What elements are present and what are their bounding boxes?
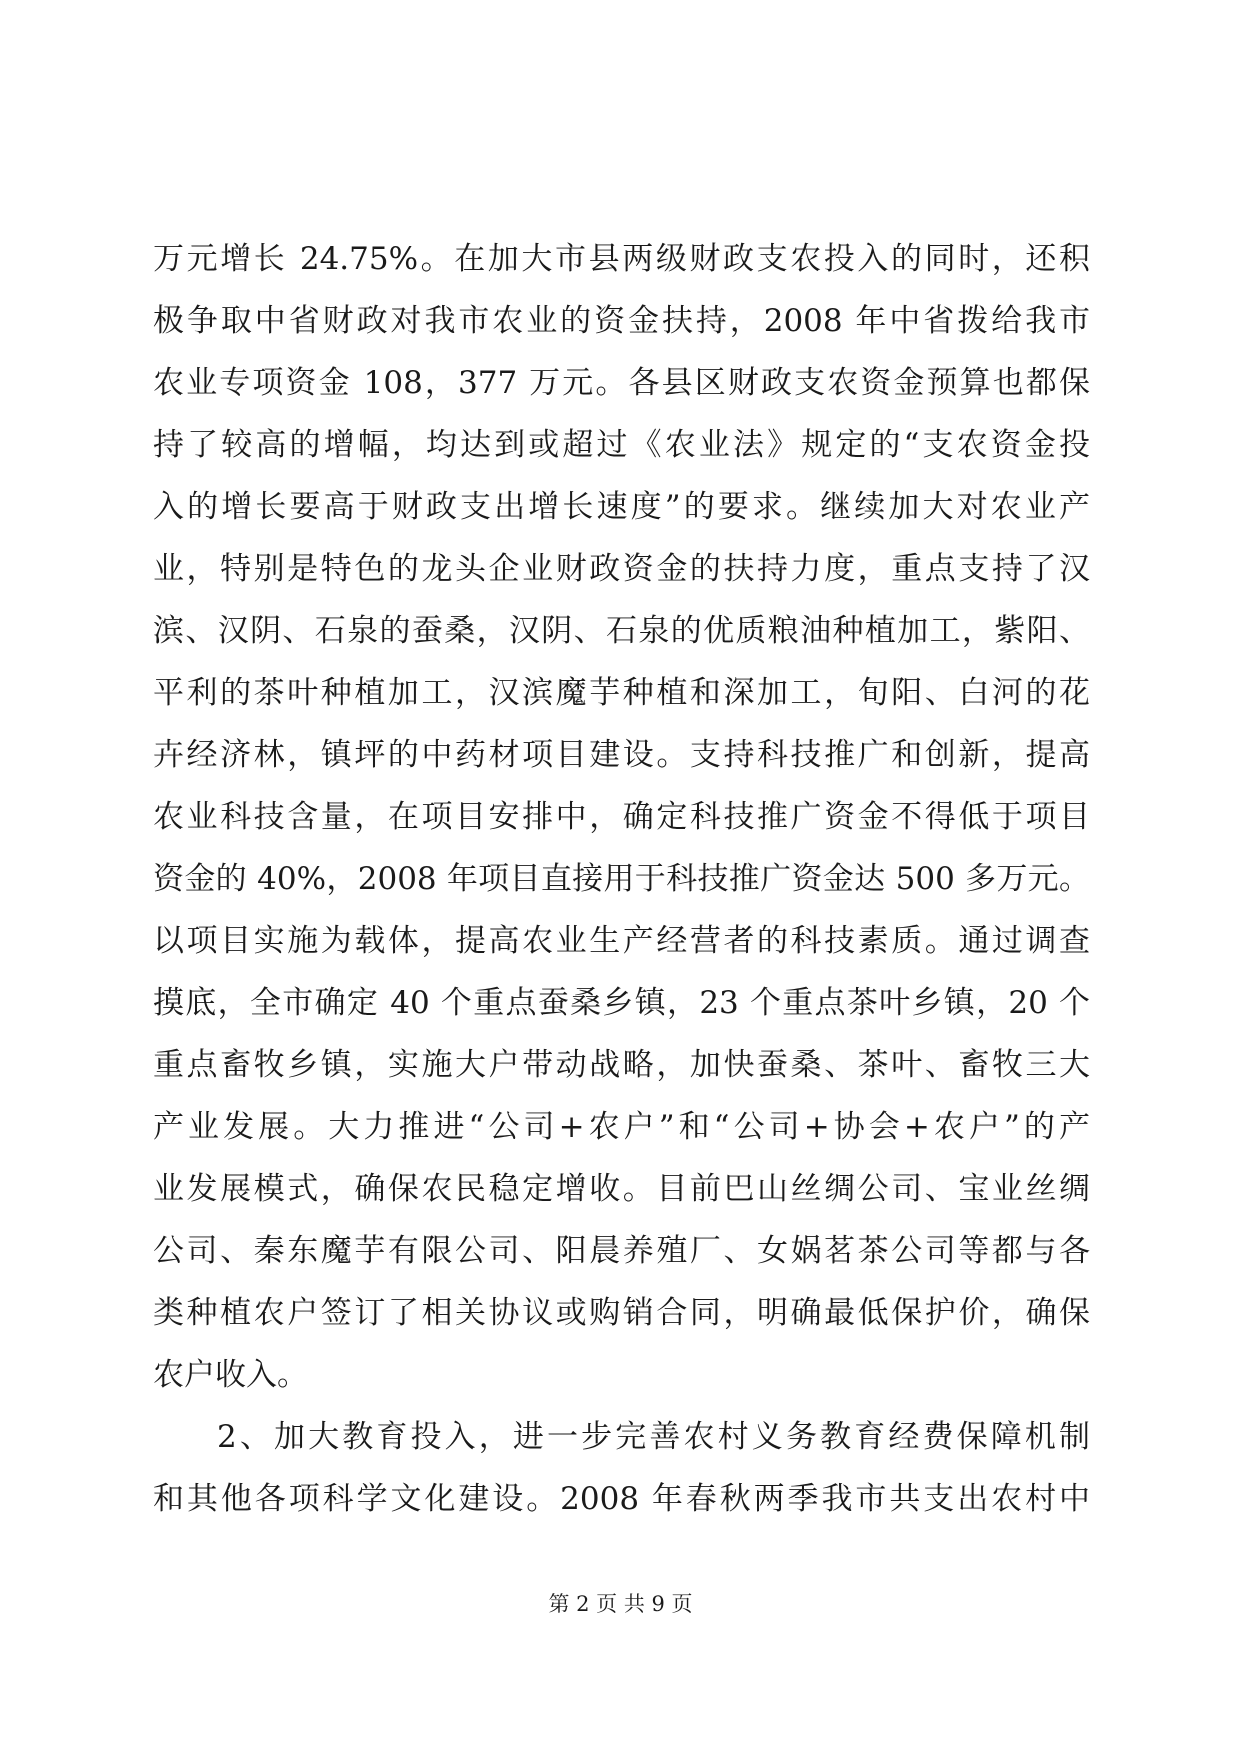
- text-line: 产业发展。大力推进“公司+农户”和“公司+协会+农户”的产: [153, 1109, 1090, 1145]
- text-line: 农业科技含量，在项目安排中，确定科技推广资金不得低于项目: [153, 799, 1090, 835]
- text-line: 农业专项资金 108，377 万元。各县区财政支农资金预算也都保: [153, 365, 1090, 401]
- text-line: 极争取中省财政对我市农业的资金扶持，2008 年中省拨给我市: [153, 303, 1090, 339]
- text-line: 和其他各项科学文化建设。2008 年春秋两季我市共支出农村中: [153, 1481, 1090, 1517]
- text-line: 摸底，全市确定 40 个重点蚕桑乡镇，23 个重点茶叶乡镇，20 个: [153, 985, 1090, 1021]
- text-line: 万元增长 24.75%。在加大市县两级财政支农投入的同时，还积: [153, 241, 1090, 277]
- text-line: 公司、秦东魔芋有限公司、阳晨养殖厂、女娲茗茶公司等都与各: [153, 1233, 1090, 1269]
- body-text: [153, 228, 1090, 1530]
- paragraph-start-line: 2、加大教育投入，进一步完善农村义务教育经费保障机制: [217, 1419, 1090, 1455]
- text-line: 资金的 40%，2008 年项目直接用于科技推广资金达 500 多万元。: [153, 861, 1090, 897]
- text-line: 持了较高的增幅，均达到或超过《农业法》规定的“支农资金投: [153, 427, 1090, 463]
- text-line: 入的增长要高于财政支出增长速度”的要求。继续加大对农业产: [153, 489, 1090, 525]
- text-line: 滨、汉阴、石泉的蚕桑，汉阴、石泉的优质粮油种植加工，紫阳、: [153, 613, 1090, 649]
- text-line: 卉经济林，镇坪的中药材项目建设。支持科技推广和创新，提高: [153, 737, 1090, 773]
- text-line: 业，特别是特色的龙头企业财政资金的扶持力度，重点支持了汉: [153, 551, 1090, 587]
- text-line: 类种植农户签订了相关协议或购销合同，明确最低保护价，确保: [153, 1295, 1090, 1331]
- text-line: 重点畜牧乡镇，实施大户带动战略，加快蚕桑、茶叶、畜牧三大: [153, 1047, 1090, 1083]
- text-line: 业发展模式，确保农民稳定增收。目前巴山丝绸公司、宝业丝绸: [153, 1171, 1090, 1207]
- page-number-footer: 第 2 页 共 9 页: [548, 1592, 693, 1616]
- paragraph-end-line: 农户收入。: [153, 1357, 308, 1393]
- text-line: 以项目实施为载体，提高农业生产经营者的科技素质。通过调查: [153, 923, 1090, 959]
- text-line: 平利的茶叶种植加工，汉滨魔芋种植和深加工，旬阳、白河的花: [153, 675, 1090, 711]
